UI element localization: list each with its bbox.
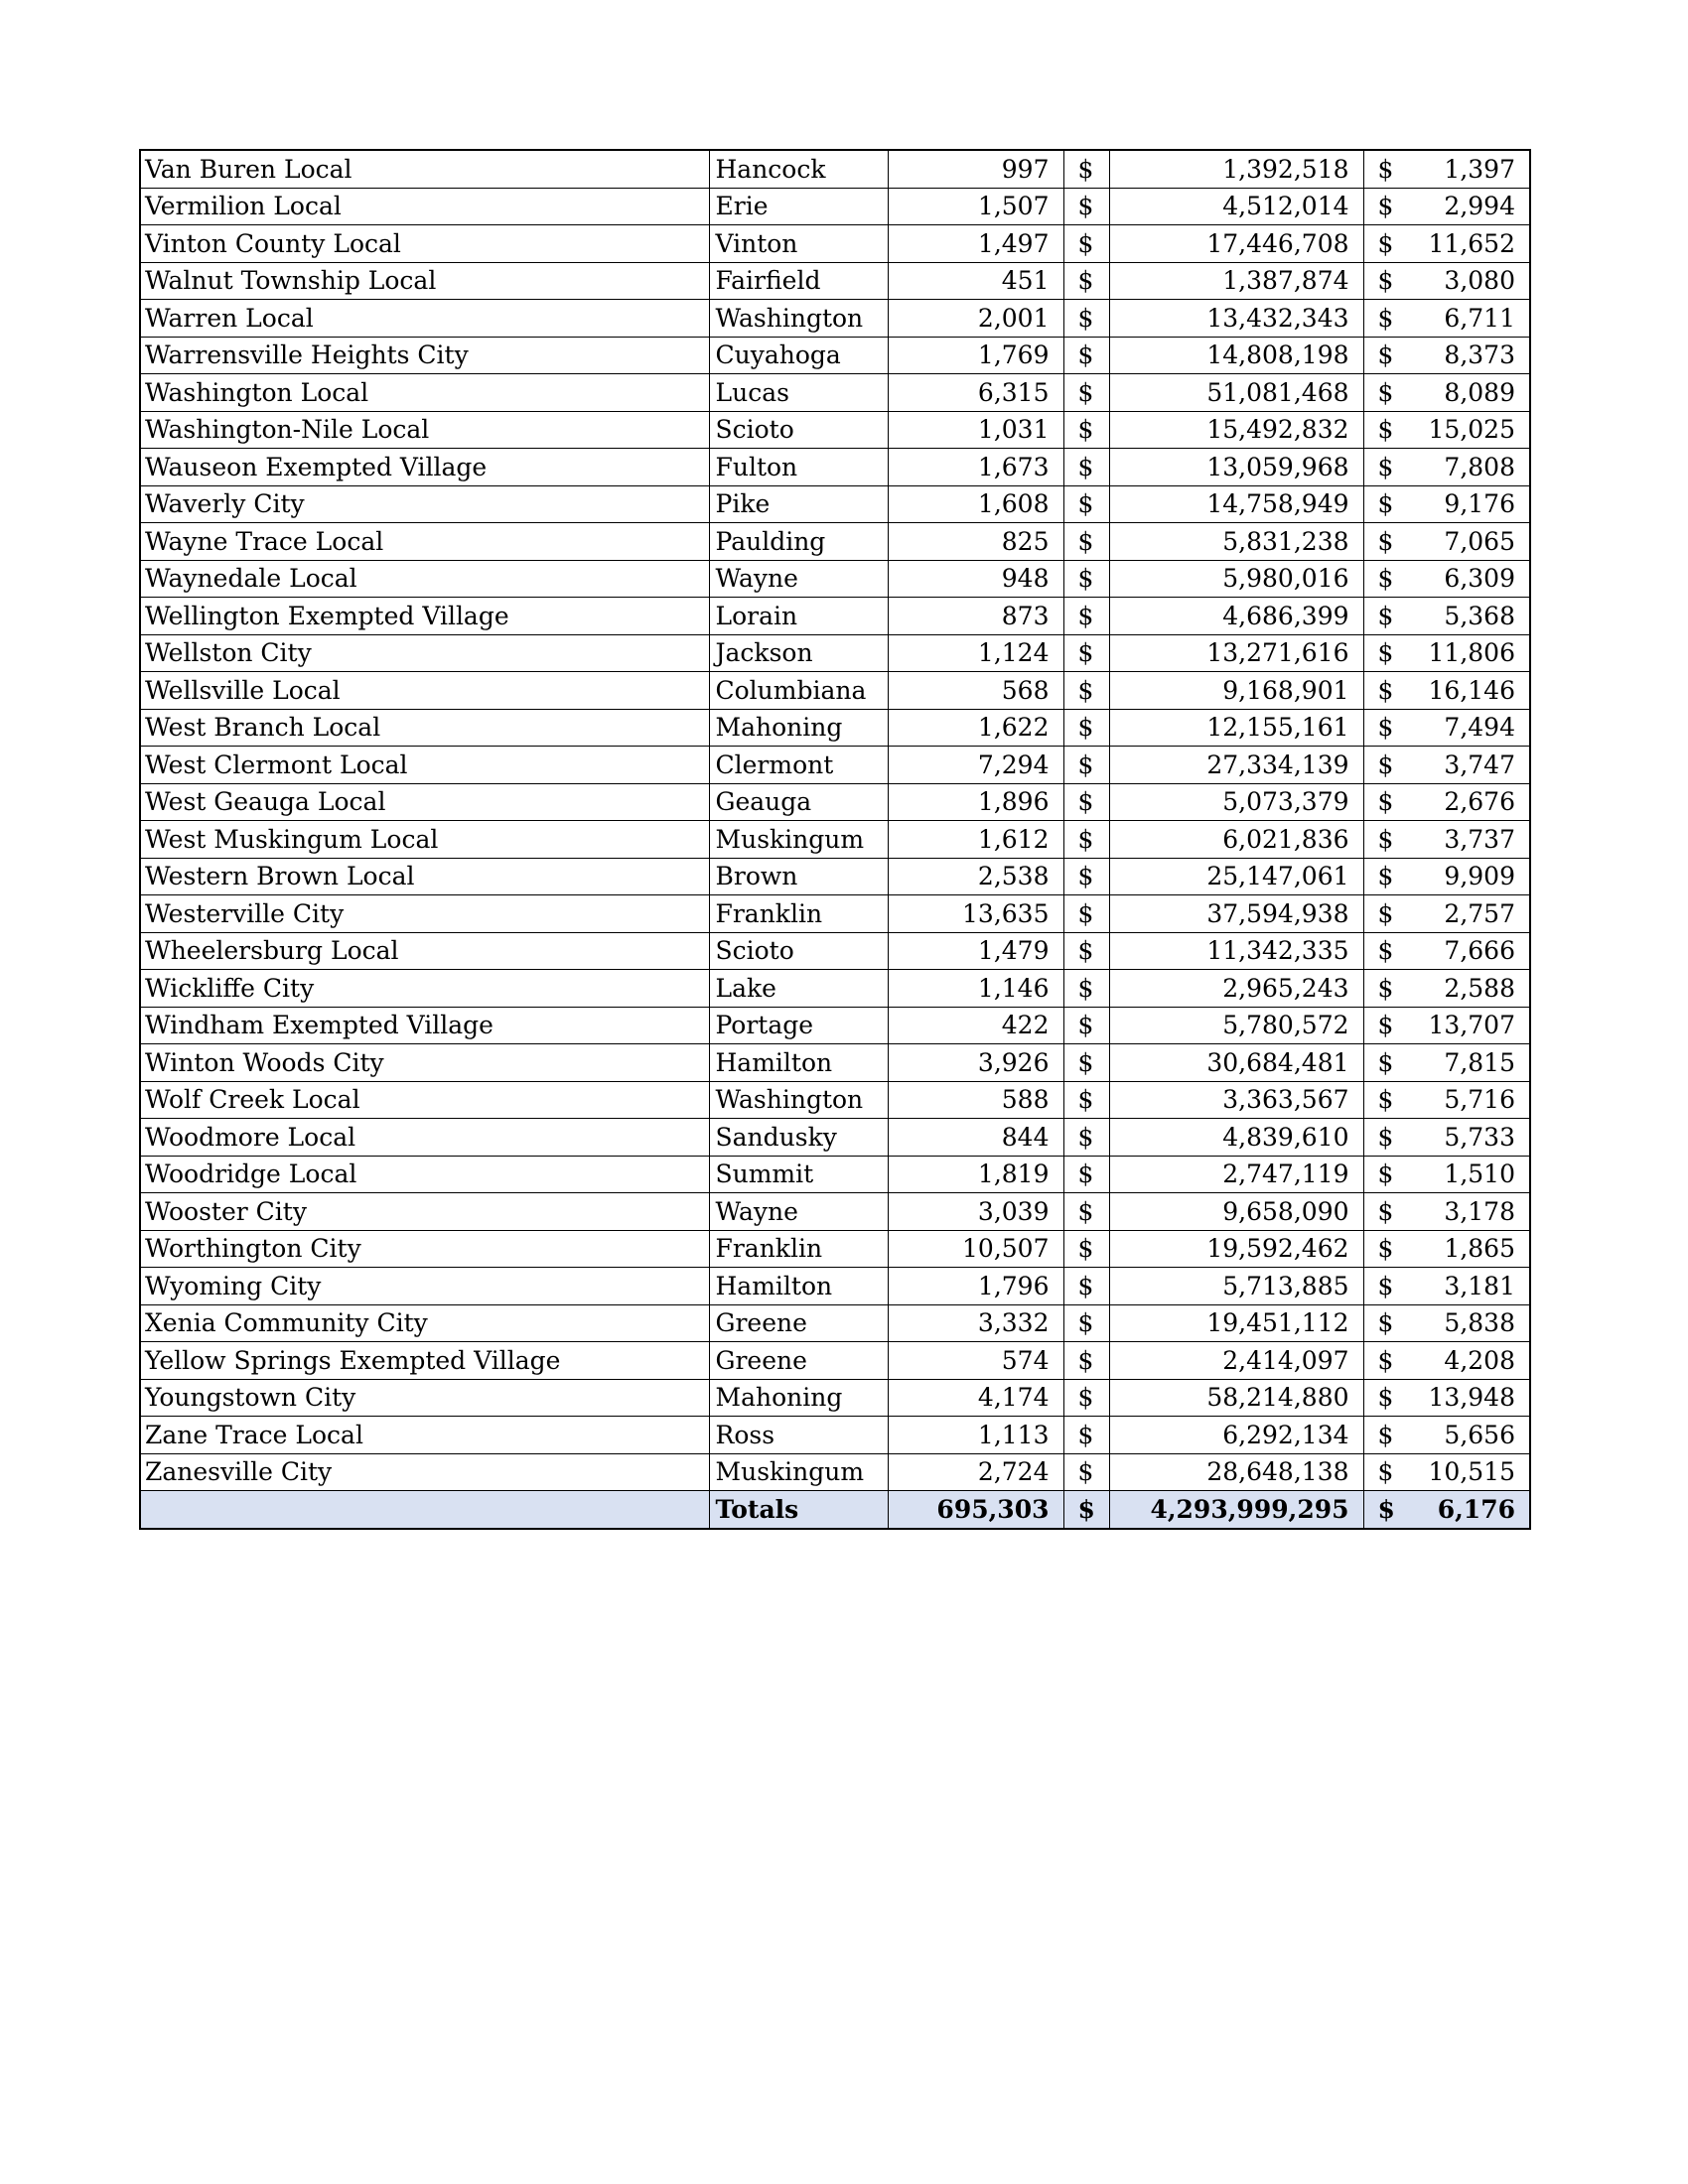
- per-currency-symbol-cell: $: [1363, 970, 1407, 1008]
- currency-symbol-cell: $: [1063, 783, 1109, 821]
- count-cell: 1,608: [888, 485, 1063, 523]
- currency-symbol-cell: $: [1063, 895, 1109, 933]
- per-currency-symbol-cell: $: [1363, 150, 1407, 188]
- count-cell: 825: [888, 523, 1063, 561]
- district-name-cell: Wheelersburg Local: [140, 932, 709, 970]
- county-cell: Cuyahoga: [709, 337, 888, 374]
- county-cell: Brown: [709, 858, 888, 895]
- currency-symbol-cell: $: [1063, 821, 1109, 859]
- amount-cell: 11,342,335: [1109, 932, 1363, 970]
- currency-symbol-cell: $: [1063, 1044, 1109, 1082]
- per-pupil-cell: 8,089: [1407, 374, 1530, 412]
- per-pupil-cell: 16,146: [1407, 672, 1530, 710]
- county-cell: Vinton: [709, 225, 888, 263]
- currency-symbol-cell: $: [1063, 747, 1109, 784]
- table-row: [140, 150, 1530, 188]
- table-row: [140, 188, 1530, 225]
- district-funding-table: [139, 149, 1531, 1530]
- count-cell: 844: [888, 1119, 1063, 1157]
- per-currency-symbol-cell: $: [1363, 411, 1407, 449]
- county-cell: Summit: [709, 1156, 888, 1193]
- per-pupil-cell: 15,025: [1407, 411, 1530, 449]
- district-name-cell: Zanesville City: [140, 1453, 709, 1491]
- currency-symbol-cell: $: [1063, 188, 1109, 225]
- per-currency-symbol-cell: $: [1363, 1119, 1407, 1157]
- count-cell: 2,724: [888, 1453, 1063, 1491]
- table-row: [140, 672, 1530, 710]
- currency-symbol-cell: $: [1063, 1007, 1109, 1044]
- district-name-cell: Youngstown City: [140, 1379, 709, 1417]
- per-currency-symbol-cell: $: [1363, 485, 1407, 523]
- amount-cell: 14,758,949: [1109, 485, 1363, 523]
- district-name-cell: Vermilion Local: [140, 188, 709, 225]
- totals-row: [140, 1491, 1530, 1529]
- district-name-cell: Winton Woods City: [140, 1044, 709, 1082]
- count-cell: 1,896: [888, 783, 1063, 821]
- per-pupil-cell: 1,510: [1407, 1156, 1530, 1193]
- county-cell: Muskingum: [709, 821, 888, 859]
- amount-cell: 4,512,014: [1109, 188, 1363, 225]
- amount-cell: 13,059,968: [1109, 449, 1363, 486]
- amount-cell: 9,658,090: [1109, 1193, 1363, 1231]
- per-currency-symbol-cell: $: [1363, 1007, 1407, 1044]
- per-pupil-cell: 2,588: [1407, 970, 1530, 1008]
- currency-symbol-cell: $: [1063, 1379, 1109, 1417]
- county-cell: Scioto: [709, 932, 888, 970]
- county-cell: Franklin: [709, 895, 888, 933]
- district-name-cell: Yellow Springs Exempted Village: [140, 1342, 709, 1380]
- per-pupil-cell: 5,656: [1407, 1417, 1530, 1454]
- currency-symbol-cell: $: [1063, 970, 1109, 1008]
- per-currency-symbol-cell: $: [1363, 932, 1407, 970]
- district-name-cell: West Branch Local: [140, 709, 709, 747]
- district-name-cell: Wellsville Local: [140, 672, 709, 710]
- district-name-cell: Washington Local: [140, 374, 709, 412]
- count-cell: 997: [888, 150, 1063, 188]
- count-cell: 1,673: [888, 449, 1063, 486]
- amount-cell: 13,432,343: [1109, 300, 1363, 338]
- district-name-cell: Van Buren Local: [140, 150, 709, 188]
- count-cell: 574: [888, 1342, 1063, 1380]
- table-row: [140, 858, 1530, 895]
- amount-cell: 1,387,874: [1109, 262, 1363, 300]
- county-cell: Mahoning: [709, 709, 888, 747]
- count-cell: 1,622: [888, 709, 1063, 747]
- amount-cell: 6,292,134: [1109, 1417, 1363, 1454]
- amount-cell: 25,147,061: [1109, 858, 1363, 895]
- per-pupil-cell: 4,208: [1407, 1342, 1530, 1380]
- district-name-cell: West Clermont Local: [140, 747, 709, 784]
- amount-cell: 19,451,112: [1109, 1304, 1363, 1342]
- table-row: [140, 1230, 1530, 1268]
- county-cell: Jackson: [709, 634, 888, 672]
- district-name-cell: Windham Exempted Village: [140, 1007, 709, 1044]
- totals-per-pupil: 6,176: [1407, 1491, 1530, 1529]
- table-body: [140, 150, 1530, 1491]
- per-currency-symbol-cell: $: [1363, 300, 1407, 338]
- table-row: [140, 262, 1530, 300]
- currency-symbol-cell: $: [1063, 374, 1109, 412]
- district-name-cell: Wellston City: [140, 634, 709, 672]
- table-row: [140, 1044, 1530, 1082]
- per-currency-symbol-cell: $: [1363, 709, 1407, 747]
- currency-symbol-cell: $: [1063, 598, 1109, 635]
- count-cell: 1,796: [888, 1268, 1063, 1305]
- amount-cell: 5,980,016: [1109, 560, 1363, 598]
- county-cell: Erie: [709, 188, 888, 225]
- amount-cell: 3,363,567: [1109, 1081, 1363, 1119]
- totals-label: Totals: [709, 1491, 888, 1529]
- per-pupil-cell: 3,737: [1407, 821, 1530, 859]
- district-name-cell: Woodridge Local: [140, 1156, 709, 1193]
- county-cell: Greene: [709, 1304, 888, 1342]
- per-pupil-cell: 13,948: [1407, 1379, 1530, 1417]
- per-pupil-cell: 7,065: [1407, 523, 1530, 561]
- currency-symbol-cell: $: [1063, 560, 1109, 598]
- table-row: [140, 747, 1530, 784]
- county-cell: Ross: [709, 1417, 888, 1454]
- county-cell: Hancock: [709, 150, 888, 188]
- per-pupil-cell: 1,865: [1407, 1230, 1530, 1268]
- per-currency-symbol-cell: $: [1363, 783, 1407, 821]
- county-cell: Portage: [709, 1007, 888, 1044]
- count-cell: 3,926: [888, 1044, 1063, 1082]
- table-row: [140, 449, 1530, 486]
- amount-cell: 12,155,161: [1109, 709, 1363, 747]
- currency-symbol-cell: $: [1063, 1156, 1109, 1193]
- currency-symbol-cell: $: [1063, 1268, 1109, 1305]
- district-name-cell: Walnut Township Local: [140, 262, 709, 300]
- per-currency-symbol-cell: $: [1363, 1304, 1407, 1342]
- per-currency-symbol-cell: $: [1363, 1342, 1407, 1380]
- count-cell: 2,001: [888, 300, 1063, 338]
- table-row: [140, 523, 1530, 561]
- table-row: [140, 634, 1530, 672]
- district-name-cell: Waynedale Local: [140, 560, 709, 598]
- count-cell: 1,479: [888, 932, 1063, 970]
- count-cell: 1,497: [888, 225, 1063, 263]
- county-cell: Mahoning: [709, 1379, 888, 1417]
- currency-symbol-cell: $: [1063, 1304, 1109, 1342]
- currency-symbol-cell: $: [1063, 225, 1109, 263]
- county-cell: Fulton: [709, 449, 888, 486]
- count-cell: 2,538: [888, 858, 1063, 895]
- table-row: [140, 1453, 1530, 1491]
- totals-amount: 4,293,999,295: [1109, 1491, 1363, 1529]
- county-cell: Clermont: [709, 747, 888, 784]
- per-pupil-cell: 8,373: [1407, 337, 1530, 374]
- per-currency-symbol-cell: $: [1363, 1379, 1407, 1417]
- amount-cell: 4,839,610: [1109, 1119, 1363, 1157]
- per-currency-symbol-cell: $: [1363, 598, 1407, 635]
- currency-symbol-cell: $: [1063, 1417, 1109, 1454]
- per-currency-symbol-cell: $: [1363, 895, 1407, 933]
- amount-cell: 1,392,518: [1109, 150, 1363, 188]
- table-row: [140, 1379, 1530, 1417]
- per-currency-symbol-cell: $: [1363, 1081, 1407, 1119]
- amount-cell: 2,965,243: [1109, 970, 1363, 1008]
- county-cell: Paulding: [709, 523, 888, 561]
- county-cell: Geauga: [709, 783, 888, 821]
- amount-cell: 27,334,139: [1109, 747, 1363, 784]
- table-row: [140, 1268, 1530, 1305]
- amount-cell: 2,414,097: [1109, 1342, 1363, 1380]
- per-pupil-cell: 10,515: [1407, 1453, 1530, 1491]
- currency-symbol-cell: $: [1063, 1342, 1109, 1380]
- per-pupil-cell: 9,909: [1407, 858, 1530, 895]
- district-name-cell: Waverly City: [140, 485, 709, 523]
- district-name-cell: Wickliffe City: [140, 970, 709, 1008]
- count-cell: 1,124: [888, 634, 1063, 672]
- count-cell: 1,819: [888, 1156, 1063, 1193]
- county-cell: Lorain: [709, 598, 888, 635]
- currency-symbol-cell: $: [1063, 709, 1109, 747]
- table-row: [140, 821, 1530, 859]
- currency-symbol-cell: $: [1063, 150, 1109, 188]
- county-cell: Pike: [709, 485, 888, 523]
- county-cell: Lucas: [709, 374, 888, 412]
- amount-cell: 17,446,708: [1109, 225, 1363, 263]
- county-cell: Washington: [709, 300, 888, 338]
- county-cell: Franklin: [709, 1230, 888, 1268]
- currency-symbol-cell: $: [1063, 262, 1109, 300]
- amount-cell: 4,686,399: [1109, 598, 1363, 635]
- table-row: [140, 560, 1530, 598]
- county-cell: Columbiana: [709, 672, 888, 710]
- amount-cell: 58,214,880: [1109, 1379, 1363, 1417]
- district-name-cell: Westerville City: [140, 895, 709, 933]
- district-name-cell: Washington-Nile Local: [140, 411, 709, 449]
- district-name-cell: Zane Trace Local: [140, 1417, 709, 1454]
- currency-symbol-cell: $: [1063, 1193, 1109, 1231]
- per-pupil-cell: 7,808: [1407, 449, 1530, 486]
- amount-cell: 9,168,901: [1109, 672, 1363, 710]
- totals-blank-cell: [140, 1491, 709, 1529]
- per-pupil-cell: 6,711: [1407, 300, 1530, 338]
- currency-symbol-cell: $: [1063, 932, 1109, 970]
- per-pupil-cell: 11,806: [1407, 634, 1530, 672]
- district-name-cell: Warrensville Heights City: [140, 337, 709, 374]
- county-cell: Wayne: [709, 560, 888, 598]
- county-cell: Lake: [709, 970, 888, 1008]
- per-currency-symbol-cell: $: [1363, 1156, 1407, 1193]
- count-cell: 13,635: [888, 895, 1063, 933]
- per-currency-symbol-cell: $: [1363, 747, 1407, 784]
- totals-count: 695,303: [888, 1491, 1063, 1529]
- amount-cell: 5,831,238: [1109, 523, 1363, 561]
- count-cell: 1,146: [888, 970, 1063, 1008]
- district-name-cell: Wooster City: [140, 1193, 709, 1231]
- table-row: [140, 485, 1530, 523]
- amount-cell: 13,271,616: [1109, 634, 1363, 672]
- amount-cell: 15,492,832: [1109, 411, 1363, 449]
- count-cell: 4,174: [888, 1379, 1063, 1417]
- amount-cell: 5,073,379: [1109, 783, 1363, 821]
- per-currency-symbol-cell: $: [1363, 188, 1407, 225]
- currency-symbol-cell: $: [1063, 1230, 1109, 1268]
- table-row: [140, 1081, 1530, 1119]
- per-currency-symbol-cell: $: [1363, 634, 1407, 672]
- per-currency-symbol-cell: $: [1363, 821, 1407, 859]
- county-cell: Wayne: [709, 1193, 888, 1231]
- count-cell: 451: [888, 262, 1063, 300]
- currency-symbol-cell: $: [1063, 411, 1109, 449]
- district-name-cell: Woodmore Local: [140, 1119, 709, 1157]
- per-pupil-cell: 9,176: [1407, 485, 1530, 523]
- per-pupil-cell: 5,838: [1407, 1304, 1530, 1342]
- county-cell: Fairfield: [709, 262, 888, 300]
- district-name-cell: Wayne Trace Local: [140, 523, 709, 561]
- per-pupil-cell: 5,733: [1407, 1119, 1530, 1157]
- county-cell: Greene: [709, 1342, 888, 1380]
- count-cell: 3,039: [888, 1193, 1063, 1231]
- table-row: [140, 970, 1530, 1008]
- district-name-cell: Vinton County Local: [140, 225, 709, 263]
- per-pupil-cell: 2,676: [1407, 783, 1530, 821]
- table-row: [140, 300, 1530, 338]
- per-currency-symbol-cell: $: [1363, 1453, 1407, 1491]
- per-currency-symbol-cell: $: [1363, 672, 1407, 710]
- per-pupil-cell: 2,994: [1407, 188, 1530, 225]
- district-name-cell: Warren Local: [140, 300, 709, 338]
- currency-symbol-cell: $: [1063, 1119, 1109, 1157]
- table-row: [140, 1156, 1530, 1193]
- per-pupil-cell: 7,666: [1407, 932, 1530, 970]
- count-cell: 1,612: [888, 821, 1063, 859]
- amount-cell: 5,780,572: [1109, 1007, 1363, 1044]
- district-name-cell: Wellington Exempted Village: [140, 598, 709, 635]
- table-row: [140, 783, 1530, 821]
- count-cell: 948: [888, 560, 1063, 598]
- county-cell: Hamilton: [709, 1044, 888, 1082]
- count-cell: 422: [888, 1007, 1063, 1044]
- district-name-cell: Wyoming City: [140, 1268, 709, 1305]
- per-currency-symbol-cell: $: [1363, 1417, 1407, 1454]
- per-currency-symbol-cell: $: [1363, 858, 1407, 895]
- table-row: [140, 1119, 1530, 1157]
- table-row: [140, 374, 1530, 412]
- table-row: [140, 1304, 1530, 1342]
- per-pupil-cell: 5,716: [1407, 1081, 1530, 1119]
- table-row: [140, 337, 1530, 374]
- per-pupil-cell: 3,080: [1407, 262, 1530, 300]
- amount-cell: 14,808,198: [1109, 337, 1363, 374]
- amount-cell: 5,713,885: [1109, 1268, 1363, 1305]
- county-cell: Muskingum: [709, 1453, 888, 1491]
- per-pupil-cell: 3,178: [1407, 1193, 1530, 1231]
- count-cell: 1,113: [888, 1417, 1063, 1454]
- per-pupil-cell: 3,181: [1407, 1268, 1530, 1305]
- currency-symbol-cell: $: [1063, 485, 1109, 523]
- per-pupil-cell: 3,747: [1407, 747, 1530, 784]
- currency-symbol-cell: $: [1063, 449, 1109, 486]
- per-currency-symbol-cell: $: [1363, 1268, 1407, 1305]
- count-cell: 568: [888, 672, 1063, 710]
- per-pupil-cell: 2,757: [1407, 895, 1530, 933]
- table-row: [140, 1417, 1530, 1454]
- county-cell: Scioto: [709, 411, 888, 449]
- currency-symbol-cell: $: [1063, 523, 1109, 561]
- per-currency-symbol-cell: $: [1363, 523, 1407, 561]
- amount-cell: 6,021,836: [1109, 821, 1363, 859]
- count-cell: 873: [888, 598, 1063, 635]
- table-row: [140, 1342, 1530, 1380]
- count-cell: 7,294: [888, 747, 1063, 784]
- amount-cell: 30,684,481: [1109, 1044, 1363, 1082]
- table-row: [140, 598, 1530, 635]
- county-cell: Sandusky: [709, 1119, 888, 1157]
- per-pupil-cell: 1,397: [1407, 150, 1530, 188]
- count-cell: 10,507: [888, 1230, 1063, 1268]
- amount-cell: 51,081,468: [1109, 374, 1363, 412]
- count-cell: 1,031: [888, 411, 1063, 449]
- district-name-cell: Xenia Community City: [140, 1304, 709, 1342]
- county-cell: Hamilton: [709, 1268, 888, 1305]
- count-cell: 588: [888, 1081, 1063, 1119]
- per-currency-symbol-cell: $: [1363, 1193, 1407, 1231]
- amount-cell: 37,594,938: [1109, 895, 1363, 933]
- per-currency-symbol-cell: $: [1363, 560, 1407, 598]
- table-row: [140, 932, 1530, 970]
- per-currency-symbol-cell: $: [1363, 1044, 1407, 1082]
- per-currency-symbol-cell: $: [1363, 262, 1407, 300]
- per-pupil-cell: 13,707: [1407, 1007, 1530, 1044]
- district-name-cell: West Geauga Local: [140, 783, 709, 821]
- per-currency-symbol-cell: $: [1363, 374, 1407, 412]
- count-cell: 6,315: [888, 374, 1063, 412]
- per-currency-symbol-cell: $: [1363, 449, 1407, 486]
- amount-cell: 28,648,138: [1109, 1453, 1363, 1491]
- per-pupil-cell: 6,309: [1407, 560, 1530, 598]
- per-pupil-cell: 11,652: [1407, 225, 1530, 263]
- currency-symbol-cell: $: [1063, 1453, 1109, 1491]
- currency-symbol-cell: $: [1063, 672, 1109, 710]
- table-row: [140, 1193, 1530, 1231]
- per-currency-symbol-cell: $: [1363, 337, 1407, 374]
- district-name-cell: Worthington City: [140, 1230, 709, 1268]
- per-pupil-cell: 7,494: [1407, 709, 1530, 747]
- amount-cell: 19,592,462: [1109, 1230, 1363, 1268]
- district-name-cell: West Muskingum Local: [140, 821, 709, 859]
- table-row: [140, 895, 1530, 933]
- currency-symbol-cell: $: [1063, 634, 1109, 672]
- totals-currency: $: [1063, 1491, 1109, 1529]
- per-pupil-cell: 7,815: [1407, 1044, 1530, 1082]
- district-name-cell: Wolf Creek Local: [140, 1081, 709, 1119]
- table-row: [140, 709, 1530, 747]
- amount-cell: 2,747,119: [1109, 1156, 1363, 1193]
- currency-symbol-cell: $: [1063, 1081, 1109, 1119]
- table-row: [140, 1007, 1530, 1044]
- currency-symbol-cell: $: [1063, 858, 1109, 895]
- currency-symbol-cell: $: [1063, 337, 1109, 374]
- count-cell: 3,332: [888, 1304, 1063, 1342]
- district-name-cell: Wauseon Exempted Village: [140, 449, 709, 486]
- table-row: [140, 225, 1530, 263]
- county-cell: Washington: [709, 1081, 888, 1119]
- table-row: [140, 411, 1530, 449]
- count-cell: 1,507: [888, 188, 1063, 225]
- count-cell: 1,769: [888, 337, 1063, 374]
- district-name-cell: Western Brown Local: [140, 858, 709, 895]
- per-currency-symbol-cell: $: [1363, 225, 1407, 263]
- per-pupil-cell: 5,368: [1407, 598, 1530, 635]
- per-currency-symbol-cell: $: [1363, 1230, 1407, 1268]
- totals-per-currency: $: [1363, 1491, 1407, 1529]
- currency-symbol-cell: $: [1063, 300, 1109, 338]
